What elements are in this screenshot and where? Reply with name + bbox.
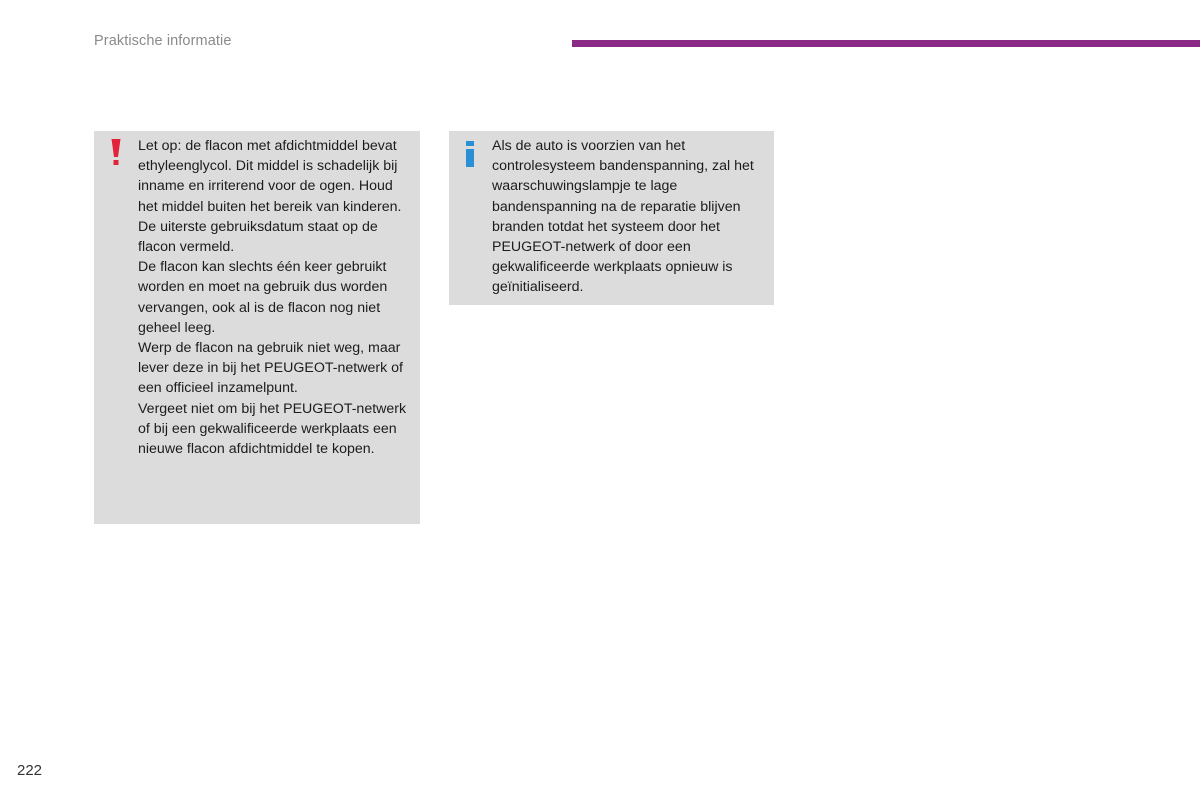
warning-paragraph-2: De uiterste gebruiksdatum staat op de flacon vermeld. <box>138 218 378 256</box>
header-accent-bar <box>572 40 1200 47</box>
info-paragraph-1: Als de auto is voorzien van het controlesysteem bandenspanning, zal het waarschuwingslampje te lage bandenspanning na de reparatie blijven branden totdat het systeem door het PEUGEOT-netwerk of door een gekwalificeerde werkplaats opnieuw is geïnitialiseerd. <box>492 138 754 296</box>
exclamation-icon <box>110 138 122 166</box>
warning-paragraph-5: Vergeet niet om bij het PEUGEOT-netwerk of bij een gekwalificeerde werkplaats een nieuwe flacon afdichtmiddel te kopen. <box>138 400 407 458</box>
info-icon <box>464 140 476 168</box>
warning-note-text <box>138 136 414 459</box>
warning-paragraph-4: Werp de flacon na gebruik niet weg, maar lever deze in bij het PEUGEOT-netwerk of een officieel inzamelpunt. <box>138 340 403 397</box>
section-title: Praktische informatie <box>94 33 232 49</box>
page-number: 222 <box>17 762 43 779</box>
warning-note <box>94 131 420 524</box>
warning-paragraph-3: De flacon kan slechts één keer gebruikt worden en moet na gebruik dus worden vervangen, ook al is de flacon nog niet geheel leeg. <box>138 259 388 336</box>
info-note-text <box>492 136 768 298</box>
warning-paragraph-1: Let op: de flacon met afdichtmiddel bevat ethyleenglycol. Dit middel is schadelijk bij inname en irriterend voor de ogen. Houd het middel buiten het bereik van kinderen. <box>138 138 402 215</box>
info-note <box>449 131 774 305</box>
